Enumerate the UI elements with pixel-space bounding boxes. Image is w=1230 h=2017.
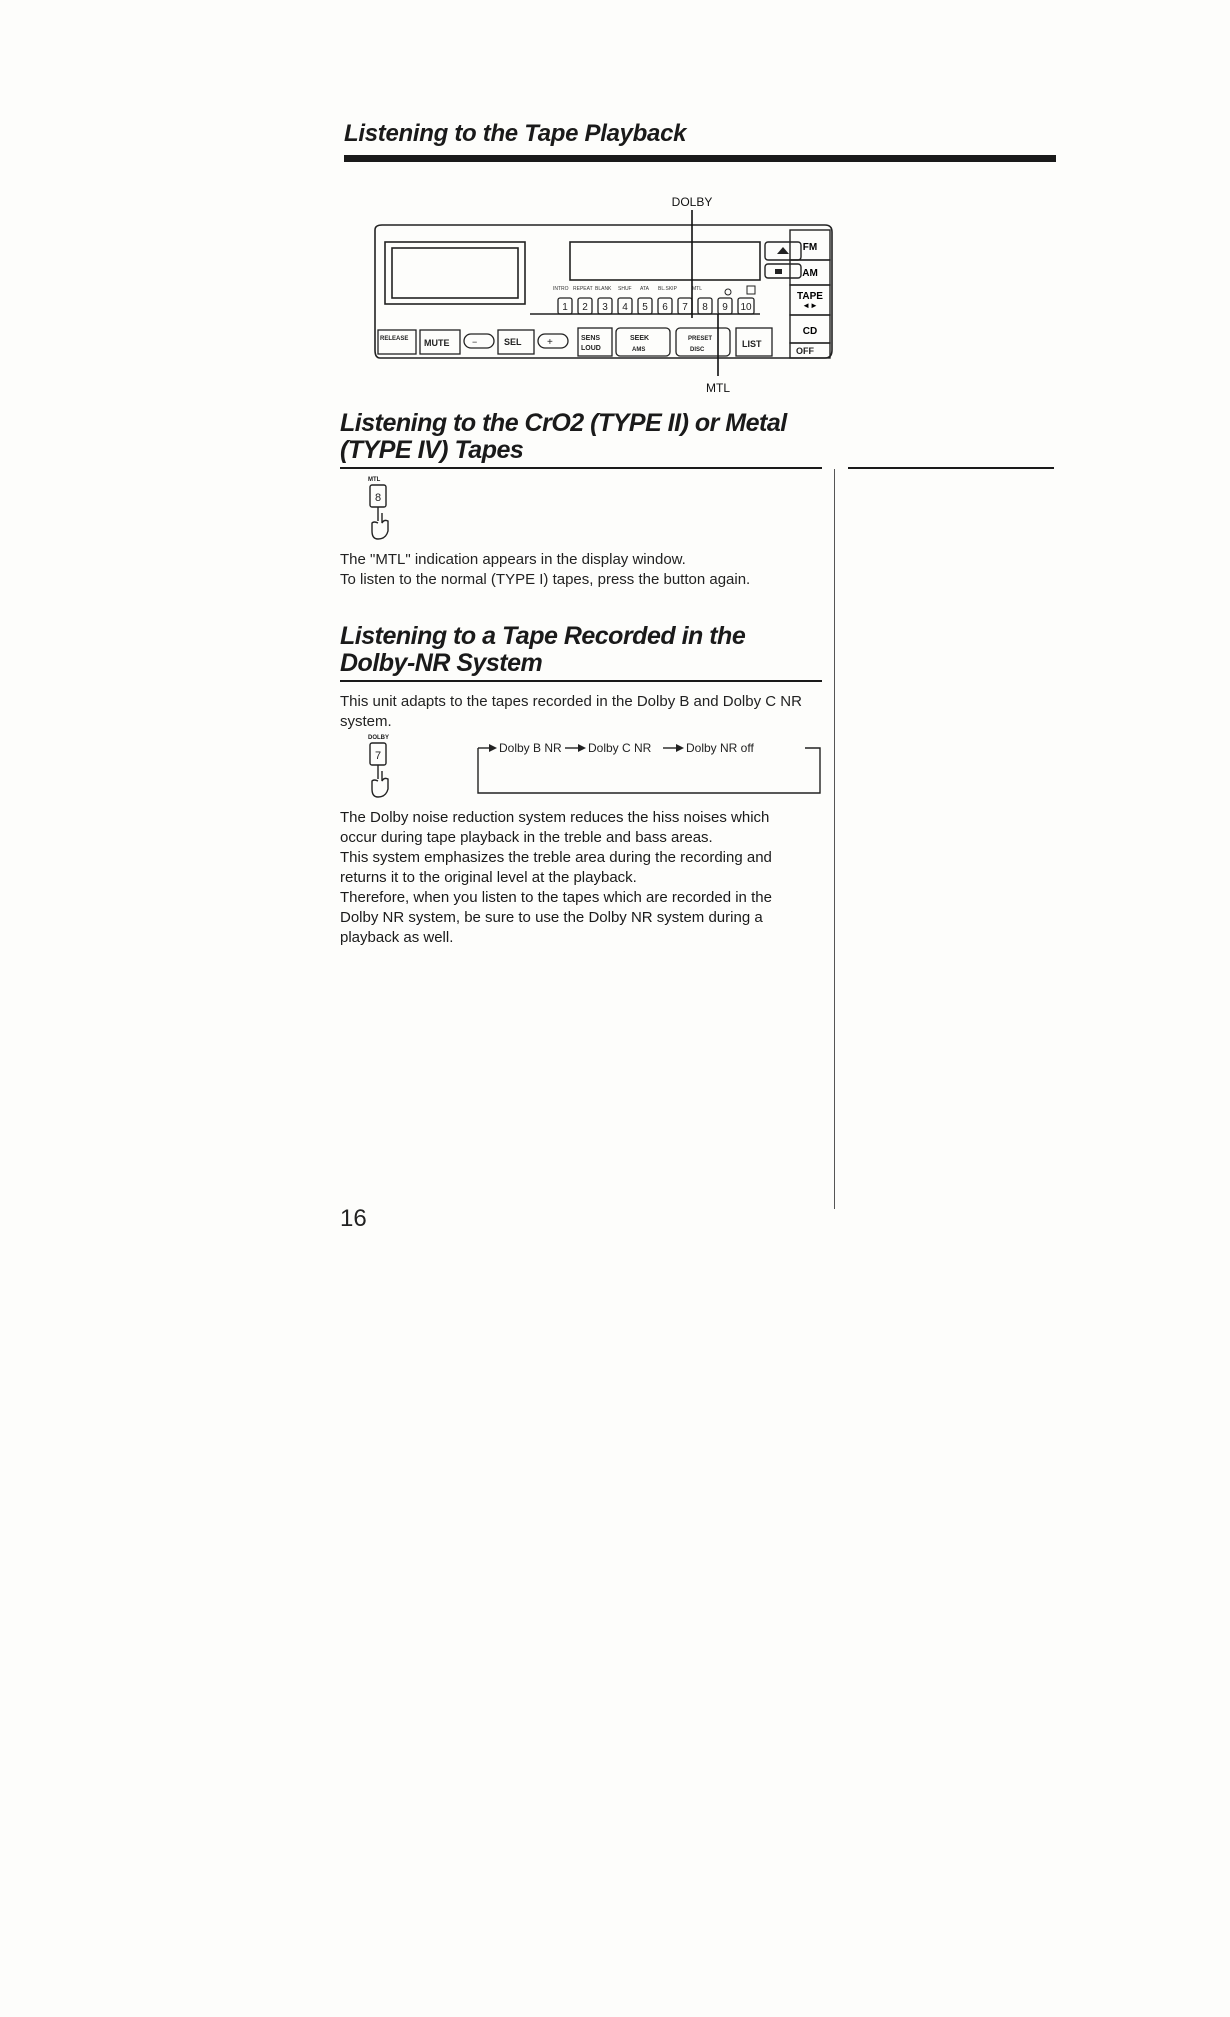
preset-key-10[interactable]: 10 bbox=[740, 302, 752, 313]
section-title-dolby-nr: Listening to a Tape Recorded in the Dolby-NR System bbox=[340, 622, 746, 677]
mute-button[interactable]: MUTE bbox=[424, 338, 450, 348]
paragraph: Therefore, when you listen to the tapes which are recorded in the Dolby NR system, be sure to use the Dolby NR system during a playback as well. bbox=[340, 889, 772, 946]
preset-key-7[interactable]: 7 bbox=[682, 302, 688, 313]
paragraph: This system emphasizes the treble area during the recording and returns it to the original level at the playback. bbox=[340, 849, 772, 886]
tape-key[interactable]: TAPE bbox=[797, 291, 823, 302]
preset-key-5[interactable]: 5 bbox=[642, 302, 648, 313]
ams-label: AMS bbox=[632, 347, 646, 353]
list-button[interactable]: LIST bbox=[742, 339, 762, 349]
mtl-button-illustration bbox=[368, 477, 394, 548]
paragraph: To listen to the normal (TYPE I) tapes, press the button again. bbox=[340, 571, 751, 588]
side-column-rule bbox=[848, 467, 1054, 469]
mtl-button-number: 8 bbox=[374, 492, 382, 504]
preset-button[interactable]: PRESET bbox=[688, 336, 713, 342]
function-label: MTL bbox=[692, 286, 702, 292]
dolby-callout-label: DOLBY bbox=[671, 195, 713, 209]
dolby-button-label: DOLBY bbox=[368, 735, 389, 741]
page-title: Listening to the Tape Playback bbox=[344, 120, 687, 147]
loud-button[interactable]: LOUD bbox=[581, 345, 601, 352]
flow-step-dolby-off: Dolby NR off bbox=[686, 741, 754, 755]
finger-press-icon bbox=[368, 483, 394, 543]
column-divider bbox=[834, 469, 835, 1209]
function-label: BLANK bbox=[595, 286, 612, 292]
preset-key-3[interactable]: 3 bbox=[602, 302, 608, 313]
minus-icon[interactable]: − bbox=[472, 337, 478, 347]
preset-key-2[interactable]: 2 bbox=[582, 302, 588, 313]
dolby-button-illustration bbox=[368, 735, 394, 806]
release-button[interactable]: RELEASE bbox=[380, 336, 409, 342]
sens-button[interactable]: SENS bbox=[581, 335, 601, 342]
dolby-mode-cycle-diagram bbox=[475, 735, 825, 799]
dolby-button-number: 7 bbox=[374, 750, 382, 762]
dolby-body-text bbox=[340, 808, 810, 948]
control-panel-diagram bbox=[370, 190, 840, 400]
preset-key-6[interactable]: 6 bbox=[662, 302, 668, 313]
mtl-button-label: MTL bbox=[368, 477, 381, 483]
page-number: 16 bbox=[340, 1205, 367, 1232]
function-label: ATA bbox=[640, 286, 649, 292]
off-button[interactable]: OFF bbox=[796, 346, 814, 356]
tape-direction-icon: ◄► bbox=[802, 301, 818, 310]
preset-key-9[interactable]: 9 bbox=[722, 302, 728, 313]
function-label: REPEAT bbox=[573, 286, 593, 292]
cd-key[interactable]: CD bbox=[802, 326, 818, 337]
preset-key-8[interactable]: 8 bbox=[702, 302, 708, 313]
section-rule bbox=[340, 467, 822, 469]
fm-key[interactable]: FM bbox=[802, 242, 818, 253]
paragraph: The Dolby noise reduction system reduces the hiss noises which occur during tape playback in the treble and bass areas. bbox=[340, 809, 770, 846]
disc-label: DISC bbox=[690, 347, 705, 353]
mtl-callout-label: MTL bbox=[706, 381, 730, 395]
preset-key-1[interactable]: 1 bbox=[562, 302, 568, 313]
plus-icon[interactable]: + bbox=[547, 337, 553, 348]
section-rule bbox=[340, 680, 822, 682]
function-label: BL.SKIP bbox=[658, 286, 677, 292]
function-label: INTRO bbox=[553, 286, 569, 292]
finger-press-icon bbox=[368, 741, 394, 801]
preset-key-4[interactable]: 4 bbox=[622, 302, 628, 313]
seek-button[interactable]: SEEK bbox=[630, 335, 650, 342]
title-rule bbox=[344, 155, 1056, 162]
flow-step-dolby-c: Dolby C NR bbox=[588, 741, 652, 755]
am-key[interactable]: AM bbox=[802, 268, 818, 279]
section-title-metal-tapes: Listening to the CrO2 (TYPE II) or Metal (TYPE IV) Tapes bbox=[340, 409, 787, 464]
paragraph: This unit adapts to the tapes recorded in the Dolby B and Dolby C NR system. bbox=[340, 693, 802, 730]
function-label: SHUF bbox=[618, 286, 632, 292]
paragraph: The "MTL" indication appears in the display window. bbox=[340, 551, 686, 568]
flow-step-dolby-b: Dolby B NR bbox=[499, 741, 562, 755]
sel-button[interactable]: SEL bbox=[504, 337, 522, 347]
